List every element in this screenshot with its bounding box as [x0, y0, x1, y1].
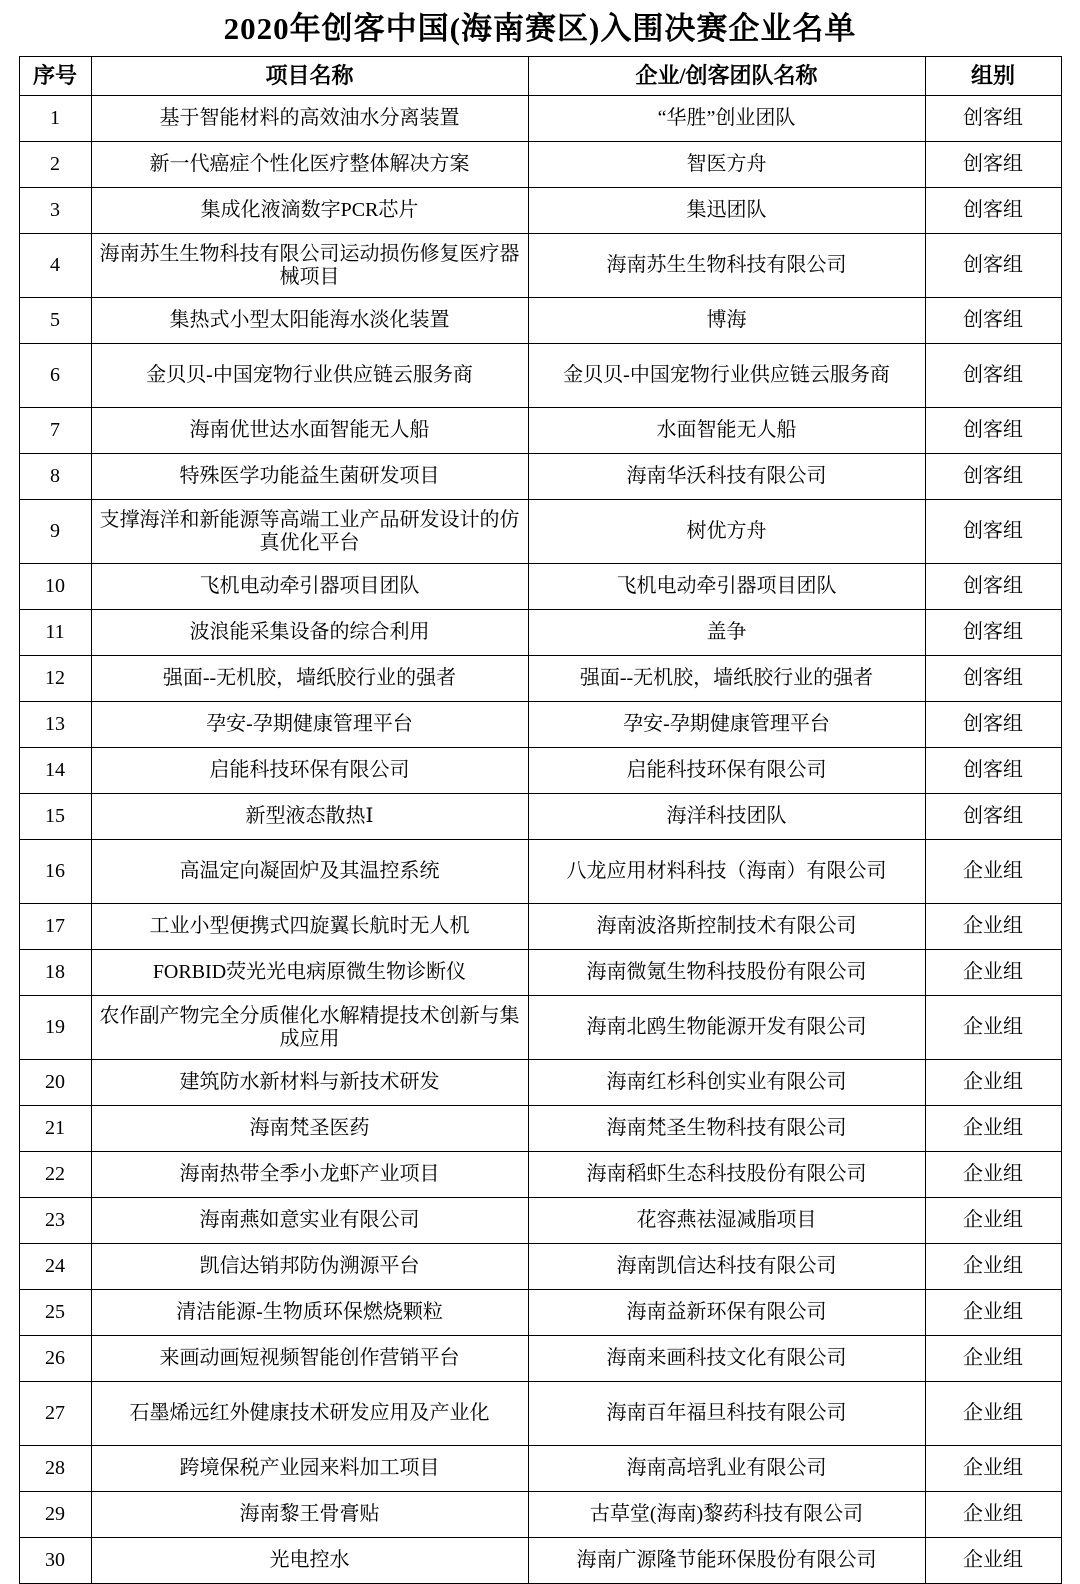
row-index: 9	[19, 500, 91, 564]
row-team-name: 海南红杉科创实业有限公司	[528, 1060, 925, 1106]
row-group: 创客组	[925, 748, 1061, 794]
row-index: 16	[19, 840, 91, 904]
page-title: 2020年创客中国(海南赛区)入围决赛企业名单	[223, 11, 857, 46]
row-team-name: 强面--无机胶，墙纸胶行业的强者	[528, 656, 925, 702]
table-row	[19, 344, 1061, 408]
row-project-name: 农作副产物完全分质催化水解精提技术创新与集成应用	[91, 996, 528, 1060]
row-project-name: 工业小型便携式四旋翼长航时无人机	[91, 904, 528, 950]
row-project-name: 新型液态散热Ⅰ	[91, 794, 528, 840]
row-group: 企业组	[925, 1382, 1061, 1446]
row-index: 25	[19, 1290, 91, 1336]
row-group: 创客组	[925, 234, 1061, 298]
table-row	[19, 564, 1061, 610]
table-row	[19, 702, 1061, 748]
row-index: 27	[19, 1382, 91, 1446]
column-header-index: 序号	[19, 57, 91, 96]
table-row	[19, 1336, 1061, 1382]
row-project-name: 海南优世达水面智能无人船	[91, 408, 528, 454]
row-team-name: 水面智能无人船	[528, 408, 925, 454]
row-index: 12	[19, 656, 91, 702]
row-team-name: 海南苏生生物科技有限公司	[528, 234, 925, 298]
row-index: 20	[19, 1060, 91, 1106]
row-index: 30	[19, 1538, 91, 1584]
row-team-name: 花容燕祛湿减脂项目	[528, 1198, 925, 1244]
row-group: 创客组	[925, 454, 1061, 500]
table-header-row	[19, 57, 1061, 96]
row-group: 创客组	[925, 142, 1061, 188]
row-team-name: 海南稻虾生态科技股份有限公司	[528, 1152, 925, 1198]
table-row	[19, 500, 1061, 564]
row-group: 企业组	[925, 1538, 1061, 1584]
table-row	[19, 454, 1061, 500]
table-row	[19, 1382, 1061, 1446]
row-team-name: 海南梵圣生物科技有限公司	[528, 1106, 925, 1152]
row-index: 2	[19, 142, 91, 188]
row-index: 14	[19, 748, 91, 794]
row-group: 企业组	[925, 1152, 1061, 1198]
row-group: 企业组	[925, 1244, 1061, 1290]
row-index: 3	[19, 188, 91, 234]
row-group: 企业组	[925, 1060, 1061, 1106]
finalist-company-table	[19, 56, 1062, 1584]
table-row	[19, 904, 1061, 950]
table-row	[19, 234, 1061, 298]
row-team-name: 海南来画科技文化有限公司	[528, 1336, 925, 1382]
row-team-name: 博海	[528, 298, 925, 344]
row-project-name: 孕安-孕期健康管理平台	[91, 702, 528, 748]
row-index: 13	[19, 702, 91, 748]
row-project-name: 集成化液滴数字PCR芯片	[91, 188, 528, 234]
table-row	[19, 950, 1061, 996]
table-row	[19, 1538, 1061, 1584]
row-group: 创客组	[925, 656, 1061, 702]
row-project-name: 海南黎王骨膏贴	[91, 1492, 528, 1538]
row-group: 创客组	[925, 500, 1061, 564]
row-group: 企业组	[925, 1106, 1061, 1152]
row-project-name: 凯信达销邦防伪溯源平台	[91, 1244, 528, 1290]
row-project-name: 强面--无机胶，墙纸胶行业的强者	[91, 656, 528, 702]
table-row	[19, 188, 1061, 234]
row-project-name: 建筑防水新材料与新技术研发	[91, 1060, 528, 1106]
row-team-name: 海南凯信达科技有限公司	[528, 1244, 925, 1290]
row-team-name: 金贝贝-中国宠物行业供应链云服务商	[528, 344, 925, 408]
row-index: 21	[19, 1106, 91, 1152]
row-project-name: 波浪能采集设备的综合利用	[91, 610, 528, 656]
row-project-name: 高温定向凝固炉及其温控系统	[91, 840, 528, 904]
row-group: 创客组	[925, 702, 1061, 748]
row-project-name: 光电控水	[91, 1538, 528, 1584]
row-project-name: 集热式小型太阳能海水淡化装置	[91, 298, 528, 344]
row-index: 24	[19, 1244, 91, 1290]
row-index: 8	[19, 454, 91, 500]
row-team-name: 海南百年福旦科技有限公司	[528, 1382, 925, 1446]
row-team-name: 海南波洛斯控制技术有限公司	[528, 904, 925, 950]
row-team-name: 古草堂(海南)黎药科技有限公司	[528, 1492, 925, 1538]
table-row	[19, 142, 1061, 188]
row-index: 26	[19, 1336, 91, 1382]
table-row	[19, 1106, 1061, 1152]
table-row	[19, 1492, 1061, 1538]
row-group: 创客组	[925, 794, 1061, 840]
row-group: 企业组	[925, 1492, 1061, 1538]
row-project-name: 特殊医学功能益生菌研发项目	[91, 454, 528, 500]
table-row	[19, 96, 1061, 142]
row-group: 创客组	[925, 564, 1061, 610]
table-row	[19, 1152, 1061, 1198]
row-index: 22	[19, 1152, 91, 1198]
row-group: 企业组	[925, 996, 1061, 1060]
table-row	[19, 408, 1061, 454]
row-team-name: 海南微氪生物科技股份有限公司	[528, 950, 925, 996]
table-row	[19, 1198, 1061, 1244]
row-project-name: 海南燕如意实业有限公司	[91, 1198, 528, 1244]
row-group: 创客组	[925, 96, 1061, 142]
row-team-name: 海南华沃科技有限公司	[528, 454, 925, 500]
row-project-name: 新一代癌症个性化医疗整体解决方案	[91, 142, 528, 188]
row-team-name: 树优方舟	[528, 500, 925, 564]
row-project-name: 石墨烯远红外健康技术研发应用及产业化	[91, 1382, 528, 1446]
table-row	[19, 840, 1061, 904]
row-project-name: 基于智能材料的高效油水分离装置	[91, 96, 528, 142]
row-index: 18	[19, 950, 91, 996]
row-index: 10	[19, 564, 91, 610]
table-row	[19, 298, 1061, 344]
row-project-name: 金贝贝-中国宠物行业供应链云服务商	[91, 344, 528, 408]
row-project-name: 跨境保税产业园来料加工项目	[91, 1446, 528, 1492]
column-header-group: 组别	[925, 57, 1061, 96]
row-group: 企业组	[925, 950, 1061, 996]
row-index: 28	[19, 1446, 91, 1492]
row-index: 17	[19, 904, 91, 950]
table-row	[19, 1290, 1061, 1336]
row-team-name: 集迅团队	[528, 188, 925, 234]
row-team-name: 启能科技环保有限公司	[528, 748, 925, 794]
row-index: 4	[19, 234, 91, 298]
row-group: 企业组	[925, 1198, 1061, 1244]
row-index: 19	[19, 996, 91, 1060]
table-row	[19, 1244, 1061, 1290]
row-project-name: 清洁能源-生物质环保燃烧颗粒	[91, 1290, 528, 1336]
row-index: 11	[19, 610, 91, 656]
table-header	[19, 57, 1061, 96]
column-header-team: 企业/创客团队名称	[528, 57, 925, 96]
row-group: 创客组	[925, 344, 1061, 408]
row-team-name: 孕安-孕期健康管理平台	[528, 702, 925, 748]
table-row	[19, 996, 1061, 1060]
row-team-name: 飞机电动牵引器项目团队	[528, 564, 925, 610]
row-team-name: 海南广源隆节能环保股份有限公司	[528, 1538, 925, 1584]
row-index: 15	[19, 794, 91, 840]
row-group: 创客组	[925, 188, 1061, 234]
row-team-name: “华胜”创业团队	[528, 96, 925, 142]
row-group: 企业组	[925, 1336, 1061, 1382]
table-row	[19, 794, 1061, 840]
row-project-name: 海南苏生生物科技有限公司运动损伤修复医疗器械项目	[91, 234, 528, 298]
row-group: 创客组	[925, 298, 1061, 344]
column-header-project: 项目名称	[91, 57, 528, 96]
row-index: 29	[19, 1492, 91, 1538]
row-project-name: 来画动画短视频智能创作营销平台	[91, 1336, 528, 1382]
row-project-name: 海南热带全季小龙虾产业项目	[91, 1152, 528, 1198]
row-index: 1	[19, 96, 91, 142]
row-project-name: 支撑海洋和新能源等高端工业产品研发设计的仿真优化平台	[91, 500, 528, 564]
row-group: 创客组	[925, 408, 1061, 454]
row-index: 23	[19, 1198, 91, 1244]
row-group: 创客组	[925, 610, 1061, 656]
row-project-name: FORBID荧光光电病原微生物诊断仪	[91, 950, 528, 996]
row-group: 企业组	[925, 840, 1061, 904]
row-team-name: 八龙应用材料科技（海南）有限公司	[528, 840, 925, 904]
table-row	[19, 610, 1061, 656]
table-row	[19, 1446, 1061, 1492]
row-group: 企业组	[925, 1446, 1061, 1492]
row-index: 6	[19, 344, 91, 408]
table-body	[19, 96, 1061, 1584]
row-index: 5	[19, 298, 91, 344]
row-project-name: 海南梵圣医药	[91, 1106, 528, 1152]
table-row	[19, 656, 1061, 702]
row-project-name: 启能科技环保有限公司	[91, 748, 528, 794]
row-group: 企业组	[925, 904, 1061, 950]
row-team-name: 海南益新环保有限公司	[528, 1290, 925, 1336]
row-team-name: 海洋科技团队	[528, 794, 925, 840]
row-team-name: 盖争	[528, 610, 925, 656]
row-index: 7	[19, 408, 91, 454]
row-team-name: 海南高培乳业有限公司	[528, 1446, 925, 1492]
row-project-name: 飞机电动牵引器项目团队	[91, 564, 528, 610]
row-group: 企业组	[925, 1290, 1061, 1336]
row-team-name: 海南北鸥生物能源开发有限公司	[528, 996, 925, 1060]
table-row	[19, 748, 1061, 794]
row-team-name: 智医方舟	[528, 142, 925, 188]
table-row	[19, 1060, 1061, 1106]
